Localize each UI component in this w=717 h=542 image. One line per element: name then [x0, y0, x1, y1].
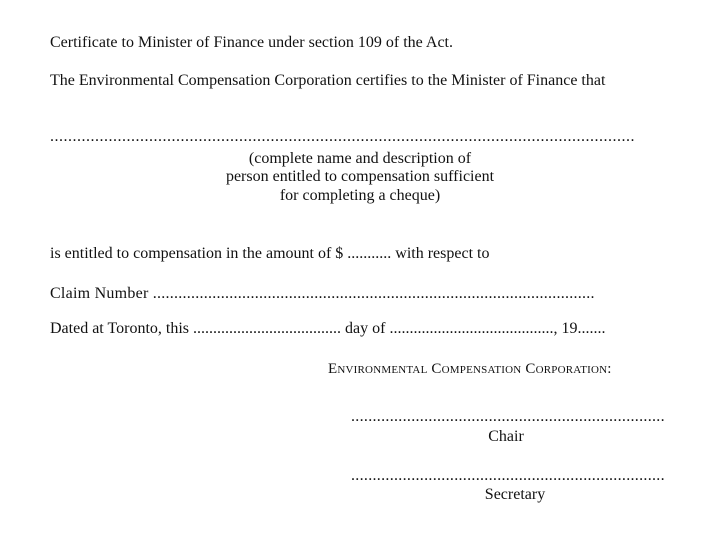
secretary-title: Secretary [484, 486, 546, 503]
certificate-heading: Certificate to Minister of Finance under section 109 of the Act. [50, 34, 453, 51]
certificate-intro: The Environmental Compensation Corporation certifies to the Minister of Finance that [50, 72, 606, 89]
recipient-name-blank[interactable]: .................................................................................................................................. [50, 128, 635, 145]
name-instruction-3: for completing a cheque) [279, 187, 441, 204]
chair-title: Chair [488, 428, 524, 445]
secretary-signature-line[interactable]: ......................................................................... [351, 467, 665, 484]
corporation-name: Environmental Compensation Corporation: [328, 361, 612, 377]
compensation-amount-line[interactable]: is entitled to compensation in the amount of $ ........... with respect to [50, 245, 490, 262]
dated-line[interactable]: Dated at Toronto, this ..................................... day of ........................................., 19....... [50, 320, 606, 337]
name-instruction-1: (complete name and description of [248, 150, 472, 167]
chair-signature-line[interactable]: ......................................................................... [351, 408, 665, 425]
claim-number-line[interactable]: Claim Number ........................................................................................................ [50, 285, 595, 302]
name-instruction-2: person entitled to compensation sufficient [225, 168, 495, 185]
